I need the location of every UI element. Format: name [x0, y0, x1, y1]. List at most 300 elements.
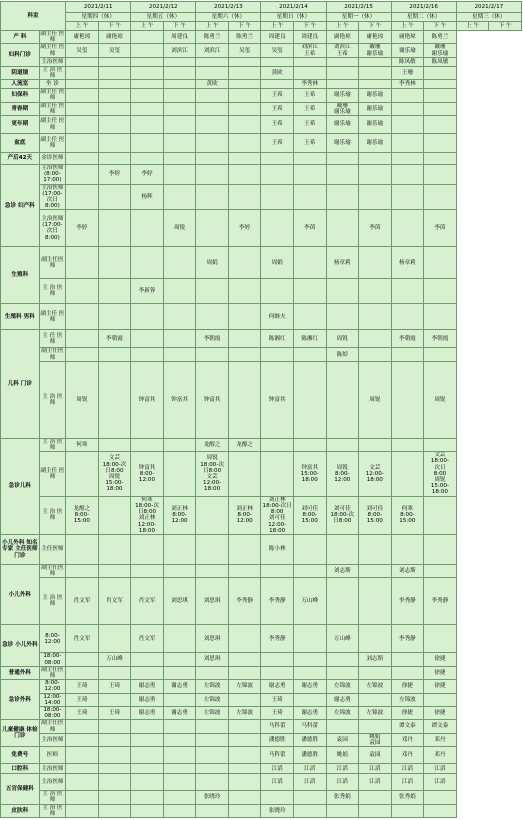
afternoon-doctor-cell	[359, 184, 392, 210]
afternoon-doctor-cell	[293, 438, 326, 451]
morning-doctor-cell	[196, 747, 229, 764]
morning-doctor-cell	[391, 279, 424, 304]
afternoon-doctor-cell	[98, 210, 131, 247]
morning-doctor-cell	[66, 184, 99, 210]
afternoon-doctor-cell	[98, 153, 131, 165]
morning-doctor-cell: 李秀静	[391, 578, 424, 625]
morning-doctor-cell: 江滔	[261, 764, 294, 774]
afternoon-doctor-cell: 李茵	[359, 210, 392, 247]
afternoon-doctor-cell: 谢志勇	[163, 680, 196, 693]
doctor-title: 18:00-08:00	[39, 706, 65, 719]
afternoon-doctor-cell	[228, 564, 261, 577]
morning-doctor-cell: 杨章莉	[391, 247, 424, 279]
department-name: 妇保科	[1, 89, 40, 102]
afternoon-doctor-cell: 李婷	[228, 210, 261, 247]
morning-doctor-cell: 周锐 8:00- 12:00	[326, 452, 359, 496]
morning-doctor-cell: 黄欧	[196, 80, 229, 89]
afternoon-doctor-cell	[293, 693, 326, 706]
afternoon-doctor-cell	[228, 153, 261, 165]
morning-doctor-cell	[261, 452, 294, 496]
morning-doctor-cell	[131, 764, 164, 774]
afternoon-doctor-cell: 徐捷	[424, 680, 457, 693]
morning-doctor-cell: 刘志斯	[326, 564, 359, 577]
afternoon-doctor-cell: 左锦波	[359, 680, 392, 693]
morning-doctor-cell: 左锦波	[391, 693, 424, 706]
afternoon-doctor-cell: 吴玺	[228, 44, 261, 57]
afternoon-doctor-cell	[98, 57, 131, 66]
afternoon-doctor-cell	[98, 774, 131, 791]
afternoon-doctor-cell	[98, 564, 131, 577]
schedule-row	[1, 438, 522, 451]
weekday-header: 星期三（休）	[456, 13, 521, 22]
morning-doctor-cell	[326, 666, 359, 679]
morning-doctor-cell	[66, 666, 99, 679]
morning-doctor-cell: 王珊	[391, 66, 424, 79]
morning-doctor-cell: 陈凤敏	[391, 57, 424, 66]
morning-header: 上 午	[391, 22, 424, 31]
morning-doctor-cell: 左锦波	[196, 680, 229, 693]
afternoon-doctor-cell: 江滔	[359, 774, 392, 791]
morning-doctor-cell	[196, 57, 229, 66]
department-name: 产 科	[1, 31, 40, 44]
afternoon-doctor-cell	[424, 625, 457, 653]
morning-doctor-cell: 李秀静	[261, 578, 294, 625]
afternoon-doctor-cell	[424, 804, 457, 817]
schedule-row	[1, 102, 522, 115]
morning-doctor-cell	[326, 66, 359, 79]
afternoon-header: 下 午	[293, 22, 326, 31]
morning-doctor-cell: 刘思琪	[196, 625, 229, 653]
morning-doctor-cell	[391, 89, 424, 102]
afternoon-doctor-cell: 江滔	[359, 764, 392, 774]
afternoon-doctor-cell	[359, 720, 392, 733]
afternoon-doctor-cell: 李朝霞	[424, 330, 457, 348]
afternoon-doctor-cell: 李秀林	[293, 80, 326, 89]
doctor-title: 主治医师	[39, 733, 65, 746]
afternoon-doctor-cell	[293, 348, 326, 361]
afternoon-doctor-cell: 文芸 18:00- 次日 8:00 周锐 15:00- 18:00	[424, 452, 457, 496]
morning-doctor-cell	[66, 66, 99, 79]
afternoon-doctor-cell: 文芸 18:00-次 日8:00 周锐 15:00- 18:00	[98, 452, 131, 496]
morning-doctor-cell	[196, 165, 229, 185]
afternoon-doctor-cell	[228, 66, 261, 79]
afternoon-doctor-cell: 江滔	[424, 774, 457, 791]
afternoon-doctor-cell	[163, 348, 196, 361]
afternoon-doctor-cell: 谢志勇	[293, 706, 326, 719]
schedule-row	[1, 304, 522, 330]
afternoon-doctor-cell	[163, 102, 196, 115]
doctor-title: 副主任 医 师	[40, 102, 65, 115]
morning-doctor-cell: 张秀娟	[391, 791, 424, 804]
morning-doctor-cell: 杨章莉	[326, 247, 359, 279]
morning-doctor-cell: 刘正林 18:00-次日 8:00 刘可佳 12:00- 18:00	[262, 496, 292, 534]
department-name: 急诊 小儿外科	[1, 625, 40, 666]
morning-doctor-cell: 王琦	[66, 680, 99, 693]
afternoon-doctor-cell	[228, 720, 261, 733]
date-header: 2021/2/15	[326, 2, 391, 13]
afternoon-doctor-cell	[293, 666, 326, 679]
afternoon-doctor-cell	[359, 330, 392, 348]
morning-doctor-cell: 谢乐瑜	[326, 116, 359, 134]
morning-doctor-cell	[66, 247, 99, 279]
afternoon-doctor-cell	[98, 791, 131, 804]
date-header: 2021/2/17	[456, 2, 521, 13]
afternoon-doctor-cell	[163, 116, 196, 134]
morning-doctor-cell	[196, 496, 229, 534]
afternoon-doctor-cell: 谢志勇	[293, 680, 326, 693]
schedule-row	[1, 452, 522, 496]
morning-doctor-cell	[66, 653, 99, 666]
afternoon-doctor-cell	[228, 534, 261, 564]
afternoon-doctor-cell: 万山峰	[293, 578, 326, 625]
morning-doctor-cell	[131, 304, 164, 330]
morning-doctor-cell: 周娟	[196, 247, 229, 279]
morning-doctor-cell	[391, 804, 424, 817]
weekday-header: 星期五（休）	[131, 13, 196, 22]
schedule-row	[1, 693, 522, 706]
morning-doctor-cell	[261, 564, 294, 577]
afternoon-doctor-cell	[359, 791, 392, 804]
weekday-header: 星期四（休）	[66, 13, 131, 22]
doctor-title: 副主任 医 师	[40, 89, 65, 102]
afternoon-doctor-cell	[359, 57, 392, 66]
morning-doctor-cell: 陈焯	[326, 348, 359, 361]
afternoon-doctor-cell: 王希	[293, 102, 326, 115]
afternoon-doctor-cell: 戴珊 谢乐瑜	[424, 44, 457, 57]
morning-doctor-cell	[131, 44, 164, 57]
doctor-title: 坐 诊	[39, 80, 65, 89]
afternoon-header: 下 午	[489, 22, 522, 31]
afternoon-doctor-cell: 刘正林 8:00- 12:00	[163, 496, 196, 534]
morning-doctor-cell	[196, 184, 229, 210]
doctor-title: 副主任医师	[39, 348, 65, 361]
doctor-title: 8:00-12:00	[39, 680, 65, 693]
afternoon-doctor-cell	[163, 80, 196, 89]
afternoon-doctor-cell: 钟富其	[163, 361, 196, 438]
schedule-row	[1, 165, 522, 185]
afternoon-doctor-cell: 陈凤敏	[424, 57, 457, 66]
morning-doctor-cell	[66, 116, 99, 134]
morning-doctor-cell: 刘思琪	[196, 578, 229, 625]
afternoon-doctor-cell	[163, 625, 196, 653]
schedule-row	[1, 733, 522, 746]
morning-doctor-cell: 杨辉	[131, 184, 164, 210]
afternoon-doctor-cell: 王琦	[98, 680, 131, 693]
department-name: 急诊儿科	[1, 438, 40, 534]
schedule-row	[1, 578, 522, 625]
morning-doctor-cell	[131, 720, 164, 733]
afternoon-doctor-cell	[359, 438, 392, 451]
doctor-title: 主任医师	[39, 534, 65, 564]
morning-doctor-cell: 陈湘红	[261, 330, 294, 348]
morning-doctor-cell	[196, 666, 229, 679]
department-name: 普通外科	[1, 666, 40, 679]
morning-doctor-cell: 姚娟	[326, 747, 359, 764]
afternoon-doctor-cell: 王希	[293, 134, 326, 153]
date-header: 2021/2/12	[131, 2, 196, 13]
afternoon-doctor-cell	[163, 564, 196, 577]
afternoon-doctor-cell	[359, 165, 392, 185]
morning-doctor-cell: 钟富其	[196, 361, 229, 438]
afternoon-doctor-cell	[163, 165, 196, 185]
schedule-row	[1, 720, 522, 733]
afternoon-doctor-cell	[228, 348, 261, 361]
morning-doctor-cell	[131, 80, 164, 89]
morning-doctor-cell	[131, 666, 164, 679]
morning-doctor-cell	[131, 774, 164, 791]
afternoon-doctor-cell	[163, 804, 196, 817]
morning-doctor-cell: 何寒 8:00- 15:00	[391, 496, 424, 534]
morning-doctor-cell	[131, 564, 164, 577]
morning-doctor-cell: 张晓玲	[196, 791, 229, 804]
schedule-row	[1, 666, 522, 679]
morning-header: 上 午	[326, 22, 359, 31]
schedule-row	[1, 534, 522, 564]
doctor-title: 副主任 医 师	[39, 452, 65, 496]
afternoon-header: 下 午	[98, 22, 131, 31]
afternoon-doctor-cell	[293, 247, 326, 279]
morning-doctor-cell: 王琦	[261, 706, 294, 719]
afternoon-doctor-cell	[98, 348, 131, 361]
afternoon-doctor-cell: 左锦波	[228, 706, 261, 719]
afternoon-doctor-cell: 龙醇之	[228, 438, 261, 451]
afternoon-doctor-cell	[163, 534, 196, 564]
afternoon-doctor-cell	[228, 330, 261, 348]
department-name: 妇科门诊	[1, 44, 40, 66]
afternoon-doctor-cell: 肖文军	[98, 578, 131, 625]
morning-doctor-cell: 吴玺	[66, 44, 99, 57]
morning-doctor-cell	[391, 348, 424, 361]
afternoon-doctor-cell: 邓丹	[424, 733, 457, 746]
morning-doctor-cell: 黄欧	[261, 66, 294, 79]
morning-doctor-cell: 庸艳琼	[66, 31, 99, 44]
doctor-title: 主 治 医 师	[39, 496, 65, 534]
date-header: 2021/2/14	[261, 2, 326, 13]
doctor-title: 主 治 医 师	[39, 438, 65, 451]
afternoon-doctor-cell	[228, 57, 261, 66]
afternoon-doctor-cell	[228, 134, 261, 153]
afternoon-doctor-cell	[163, 438, 196, 451]
morning-doctor-cell	[261, 348, 294, 361]
morning-doctor-cell	[66, 534, 99, 564]
morning-header: 上 午	[456, 22, 489, 31]
morning-doctor-cell: 肖文军	[131, 625, 164, 653]
afternoon-doctor-cell	[228, 693, 261, 706]
morning-doctor-cell: 谢志勇	[261, 680, 294, 693]
afternoon-doctor-cell: 潘德胜	[293, 733, 326, 746]
morning-doctor-cell	[261, 80, 294, 89]
afternoon-doctor-cell	[359, 304, 392, 330]
afternoon-doctor-cell	[293, 804, 326, 817]
morning-doctor-cell: 刘思琪	[196, 653, 229, 666]
morning-doctor-cell	[326, 438, 359, 451]
date-header: 2021/2/13	[196, 2, 261, 13]
morning-doctor-cell	[391, 165, 424, 185]
afternoon-doctor-cell	[359, 80, 392, 89]
morning-doctor-cell: 王希	[261, 102, 294, 115]
doctor-title: 副主任医师	[39, 666, 65, 679]
afternoon-doctor-cell	[163, 452, 196, 496]
afternoon-doctor-cell: 李茵	[293, 210, 326, 247]
header-department-label: 科室	[1, 2, 66, 31]
morning-doctor-cell	[326, 804, 359, 817]
morning-doctor-cell	[131, 733, 164, 746]
afternoon-doctor-cell	[163, 666, 196, 679]
afternoon-doctor-cell	[293, 279, 326, 304]
morning-doctor-cell: 王琦	[66, 706, 99, 719]
morning-doctor-cell: 袁园	[326, 733, 359, 746]
morning-doctor-cell: 庸艳琼	[326, 31, 359, 44]
afternoon-doctor-cell	[228, 80, 261, 89]
morning-doctor-cell	[326, 578, 359, 625]
morning-doctor-cell	[131, 791, 164, 804]
afternoon-doctor-cell: 文芸 12:00- 18:00	[359, 452, 392, 496]
afternoon-doctor-cell	[163, 247, 196, 279]
schedule-row	[1, 564, 522, 577]
morning-doctor-cell: 江滔	[326, 774, 359, 791]
doctor-title: 医师	[39, 747, 65, 764]
schedule-table	[0, 1, 522, 818]
morning-doctor-cell: 周锐	[66, 361, 99, 438]
afternoon-doctor-cell	[98, 247, 131, 279]
morning-doctor-cell: 谢志勇	[131, 693, 164, 706]
afternoon-doctor-cell: 谢乐瑜	[359, 102, 392, 115]
morning-doctor-cell	[391, 102, 424, 115]
morning-doctor-cell	[131, 31, 164, 44]
afternoon-doctor-cell: 左锦波	[228, 680, 261, 693]
morning-doctor-cell	[196, 102, 229, 115]
morning-doctor-cell	[391, 438, 424, 451]
morning-doctor-cell	[131, 438, 164, 451]
doctor-title: 18:00-08:00	[39, 653, 65, 666]
morning-doctor-cell: 邓丹	[391, 747, 424, 764]
afternoon-doctor-cell	[293, 153, 326, 165]
morning-doctor-cell	[261, 279, 294, 304]
afternoon-doctor-cell: 谭文泰	[424, 720, 457, 733]
morning-doctor-cell: 李婷	[131, 165, 164, 185]
department-name: 口腔科	[1, 764, 40, 774]
morning-doctor-cell: 庸艳琼	[391, 31, 424, 44]
afternoon-doctor-cell	[228, 733, 261, 746]
afternoon-doctor-cell	[359, 666, 392, 679]
morning-doctor-cell: 何继夫	[261, 304, 294, 330]
department-name: 盆底	[1, 134, 40, 153]
afternoon-doctor-cell	[424, 438, 457, 451]
afternoon-doctor-cell: 左锦波	[359, 706, 392, 719]
morning-doctor-cell	[66, 102, 99, 115]
afternoon-doctor-cell	[98, 102, 131, 115]
afternoon-doctor-cell	[424, 116, 457, 134]
afternoon-doctor-cell: 李婷	[98, 165, 131, 185]
afternoon-doctor-cell	[163, 153, 196, 165]
morning-doctor-cell	[326, 534, 359, 564]
afternoon-doctor-cell: 徐捷	[424, 653, 457, 666]
afternoon-doctor-cell: 周建良	[163, 31, 196, 44]
afternoon-doctor-cell: 江滔	[424, 764, 457, 774]
afternoon-doctor-cell: 袁园	[359, 747, 392, 764]
morning-doctor-cell: 江滔	[391, 774, 424, 791]
morning-doctor-cell	[66, 330, 99, 348]
morning-doctor-cell	[326, 165, 359, 185]
afternoon-doctor-cell	[228, 452, 261, 496]
morning-doctor-cell: 邓丹	[391, 733, 424, 746]
morning-doctor-cell: 钟富其 8:00- 12:00	[131, 452, 164, 496]
afternoon-doctor-cell	[293, 564, 326, 577]
afternoon-doctor-cell: 刘思琪	[163, 578, 196, 625]
afternoon-doctor-cell: 庸艳琼	[359, 31, 392, 44]
afternoon-doctor-cell	[98, 804, 131, 817]
morning-doctor-cell	[391, 184, 424, 210]
afternoon-doctor-cell	[163, 89, 196, 102]
afternoon-doctor-cell	[98, 279, 131, 304]
date-header: 2021/2/16	[391, 2, 456, 13]
afternoon-doctor-cell: 王希	[293, 116, 326, 134]
morning-doctor-cell: 徐捷	[391, 706, 424, 719]
morning-doctor-cell: 周锐	[326, 330, 359, 348]
afternoon-doctor-cell: 徐捷	[424, 666, 457, 679]
morning-doctor-cell	[391, 210, 424, 247]
morning-doctor-cell	[261, 210, 294, 247]
doctor-title: 主治医师	[39, 764, 65, 774]
morning-doctor-cell	[391, 134, 424, 153]
afternoon-doctor-cell	[359, 153, 392, 165]
afternoon-doctor-cell: 刘可佳 8:00- 15:00	[293, 496, 326, 534]
morning-doctor-cell	[66, 452, 99, 496]
morning-doctor-cell: 肖文军	[66, 625, 99, 653]
department-name: 小儿外科 知名专家 主任医师 门诊	[1, 534, 40, 564]
morning-doctor-cell	[66, 774, 99, 791]
department-name: 急诊外科	[1, 680, 40, 720]
afternoon-doctor-cell	[293, 66, 326, 79]
afternoon-doctor-cell	[293, 165, 326, 185]
morning-doctor-cell	[196, 804, 229, 817]
morning-doctor-cell	[196, 89, 229, 102]
schedule-row	[1, 706, 522, 719]
morning-doctor-cell: 龙醇之 8:00- 15:00	[66, 496, 99, 534]
morning-doctor-cell	[261, 438, 294, 451]
afternoon-doctor-cell	[228, 764, 261, 774]
afternoon-doctor-cell	[228, 791, 261, 804]
weekday-header: 星期二（休）	[391, 13, 456, 22]
morning-doctor-cell: 龙醇之	[196, 438, 229, 451]
morning-doctor-cell: 何寒 18:00-次 日8:00 刘正林 12:00- 18:00	[131, 496, 164, 534]
morning-doctor-cell	[131, 89, 164, 102]
morning-doctor-cell	[326, 653, 359, 666]
morning-doctor-cell: 周建良	[261, 31, 294, 44]
morning-doctor-cell: 谢乐瑜	[391, 44, 424, 57]
afternoon-doctor-cell	[98, 693, 131, 706]
afternoon-doctor-cell	[228, 89, 261, 102]
department-name: 皮肤科	[1, 804, 40, 817]
afternoon-doctor-cell: 马科蕾	[293, 720, 326, 733]
morning-doctor-cell	[131, 653, 164, 666]
afternoon-doctor-cell: 王希	[293, 89, 326, 102]
afternoon-doctor-cell	[359, 693, 392, 706]
department-name: 免费号	[1, 747, 40, 764]
morning-doctor-cell	[66, 153, 99, 165]
department-name: 儿童健康 体检门诊	[1, 720, 40, 747]
morning-doctor-cell: 左锦波	[196, 693, 229, 706]
morning-doctor-cell: 周锐 18:00-次 日8:00 文芸 12:00- 18:00	[196, 452, 229, 496]
morning-doctor-cell: 王希	[261, 89, 294, 102]
morning-doctor-cell: 李秀静	[261, 625, 294, 653]
morning-doctor-cell	[326, 210, 359, 247]
morning-doctor-cell: 李婷	[66, 210, 99, 247]
schedule-row	[1, 279, 522, 304]
morning-doctor-cell	[196, 720, 229, 733]
morning-doctor-cell	[261, 791, 294, 804]
afternoon-doctor-cell	[228, 804, 261, 817]
